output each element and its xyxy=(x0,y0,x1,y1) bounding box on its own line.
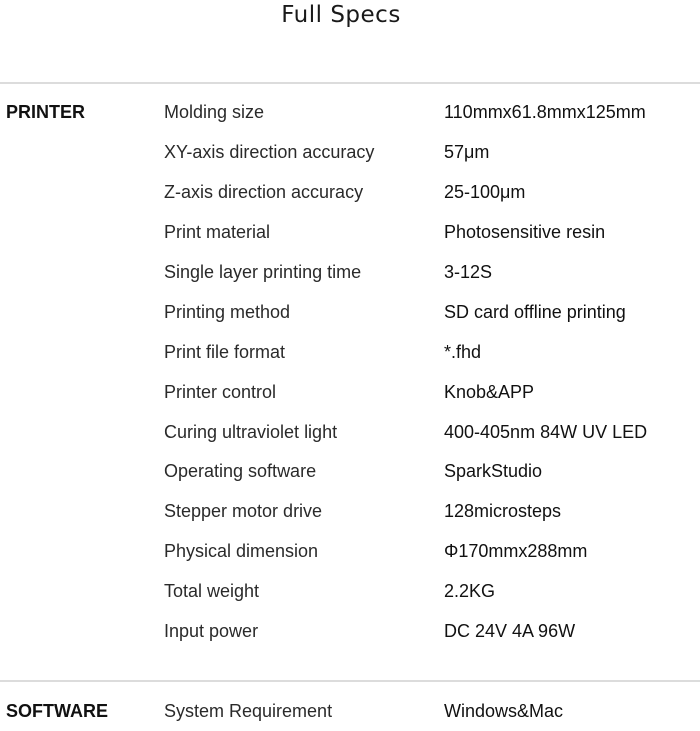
spec-value: Windows&Mac xyxy=(444,701,564,721)
spec-row xyxy=(0,619,700,643)
section-label-software: SOFTWARE xyxy=(6,701,108,721)
section-printer xyxy=(0,100,700,660)
spec-value: *.fhd xyxy=(444,342,482,362)
spec-name: XY-axis direction accuracy xyxy=(164,142,375,162)
spec-row xyxy=(0,380,700,404)
spec-name: Total weight xyxy=(164,581,260,601)
spec-name: Z-axis direction accuracy xyxy=(164,182,364,202)
spec-value: 400-405nm 84W UV LED xyxy=(444,422,648,442)
spec-name: Print file format xyxy=(164,342,286,362)
spec-value: Photosensitive resin xyxy=(444,222,606,242)
section-software xyxy=(0,699,700,725)
spec-name: Operating software xyxy=(164,461,317,481)
spec-name: Printer control xyxy=(164,382,277,402)
spec-name: Print material xyxy=(164,222,271,242)
spec-value: 25-100μm xyxy=(444,182,526,202)
spec-name: Curing ultraviolet light xyxy=(164,422,338,442)
spec-row xyxy=(0,459,700,483)
spec-value: SparkStudio xyxy=(444,461,543,481)
spec-name: Molding size xyxy=(164,102,265,122)
spec-value: Φ170mmx288mm xyxy=(444,541,588,561)
spec-name: Physical dimension xyxy=(164,541,319,561)
section-label-printer: PRINTER xyxy=(6,102,86,122)
spec-row xyxy=(0,420,700,444)
spec-value: 3-12S xyxy=(444,262,493,282)
spec-name: Single layer printing time xyxy=(164,262,362,282)
spec-name: Printing method xyxy=(164,302,291,322)
spec-name: Stepper motor drive xyxy=(164,501,323,521)
spec-value: SD card offline printing xyxy=(444,302,626,322)
spec-row xyxy=(0,140,700,164)
spec-name: System Requirement xyxy=(164,701,333,721)
spec-row xyxy=(0,539,700,563)
divider-middle xyxy=(0,680,700,682)
spec-value: 2.2KG xyxy=(444,581,496,601)
spec-row xyxy=(0,579,700,603)
spec-row xyxy=(0,260,700,284)
spec-name: Input power xyxy=(164,621,259,641)
spec-row xyxy=(0,300,700,324)
spec-row xyxy=(0,220,700,244)
spec-row xyxy=(0,699,700,723)
spec-row xyxy=(0,100,700,124)
spec-value: Knob&APP xyxy=(444,382,535,402)
spec-value: 110mmx61.8mmx125mm xyxy=(444,102,646,122)
spec-value: 57μm xyxy=(444,142,490,162)
spec-row xyxy=(0,499,700,523)
page-title: Full Specs xyxy=(281,2,401,28)
spec-value: 128microsteps xyxy=(444,501,562,521)
spec-row xyxy=(0,180,700,204)
divider-top xyxy=(0,82,700,84)
spec-row xyxy=(0,340,700,364)
spec-value: DC 24V 4A 96W xyxy=(444,621,576,641)
